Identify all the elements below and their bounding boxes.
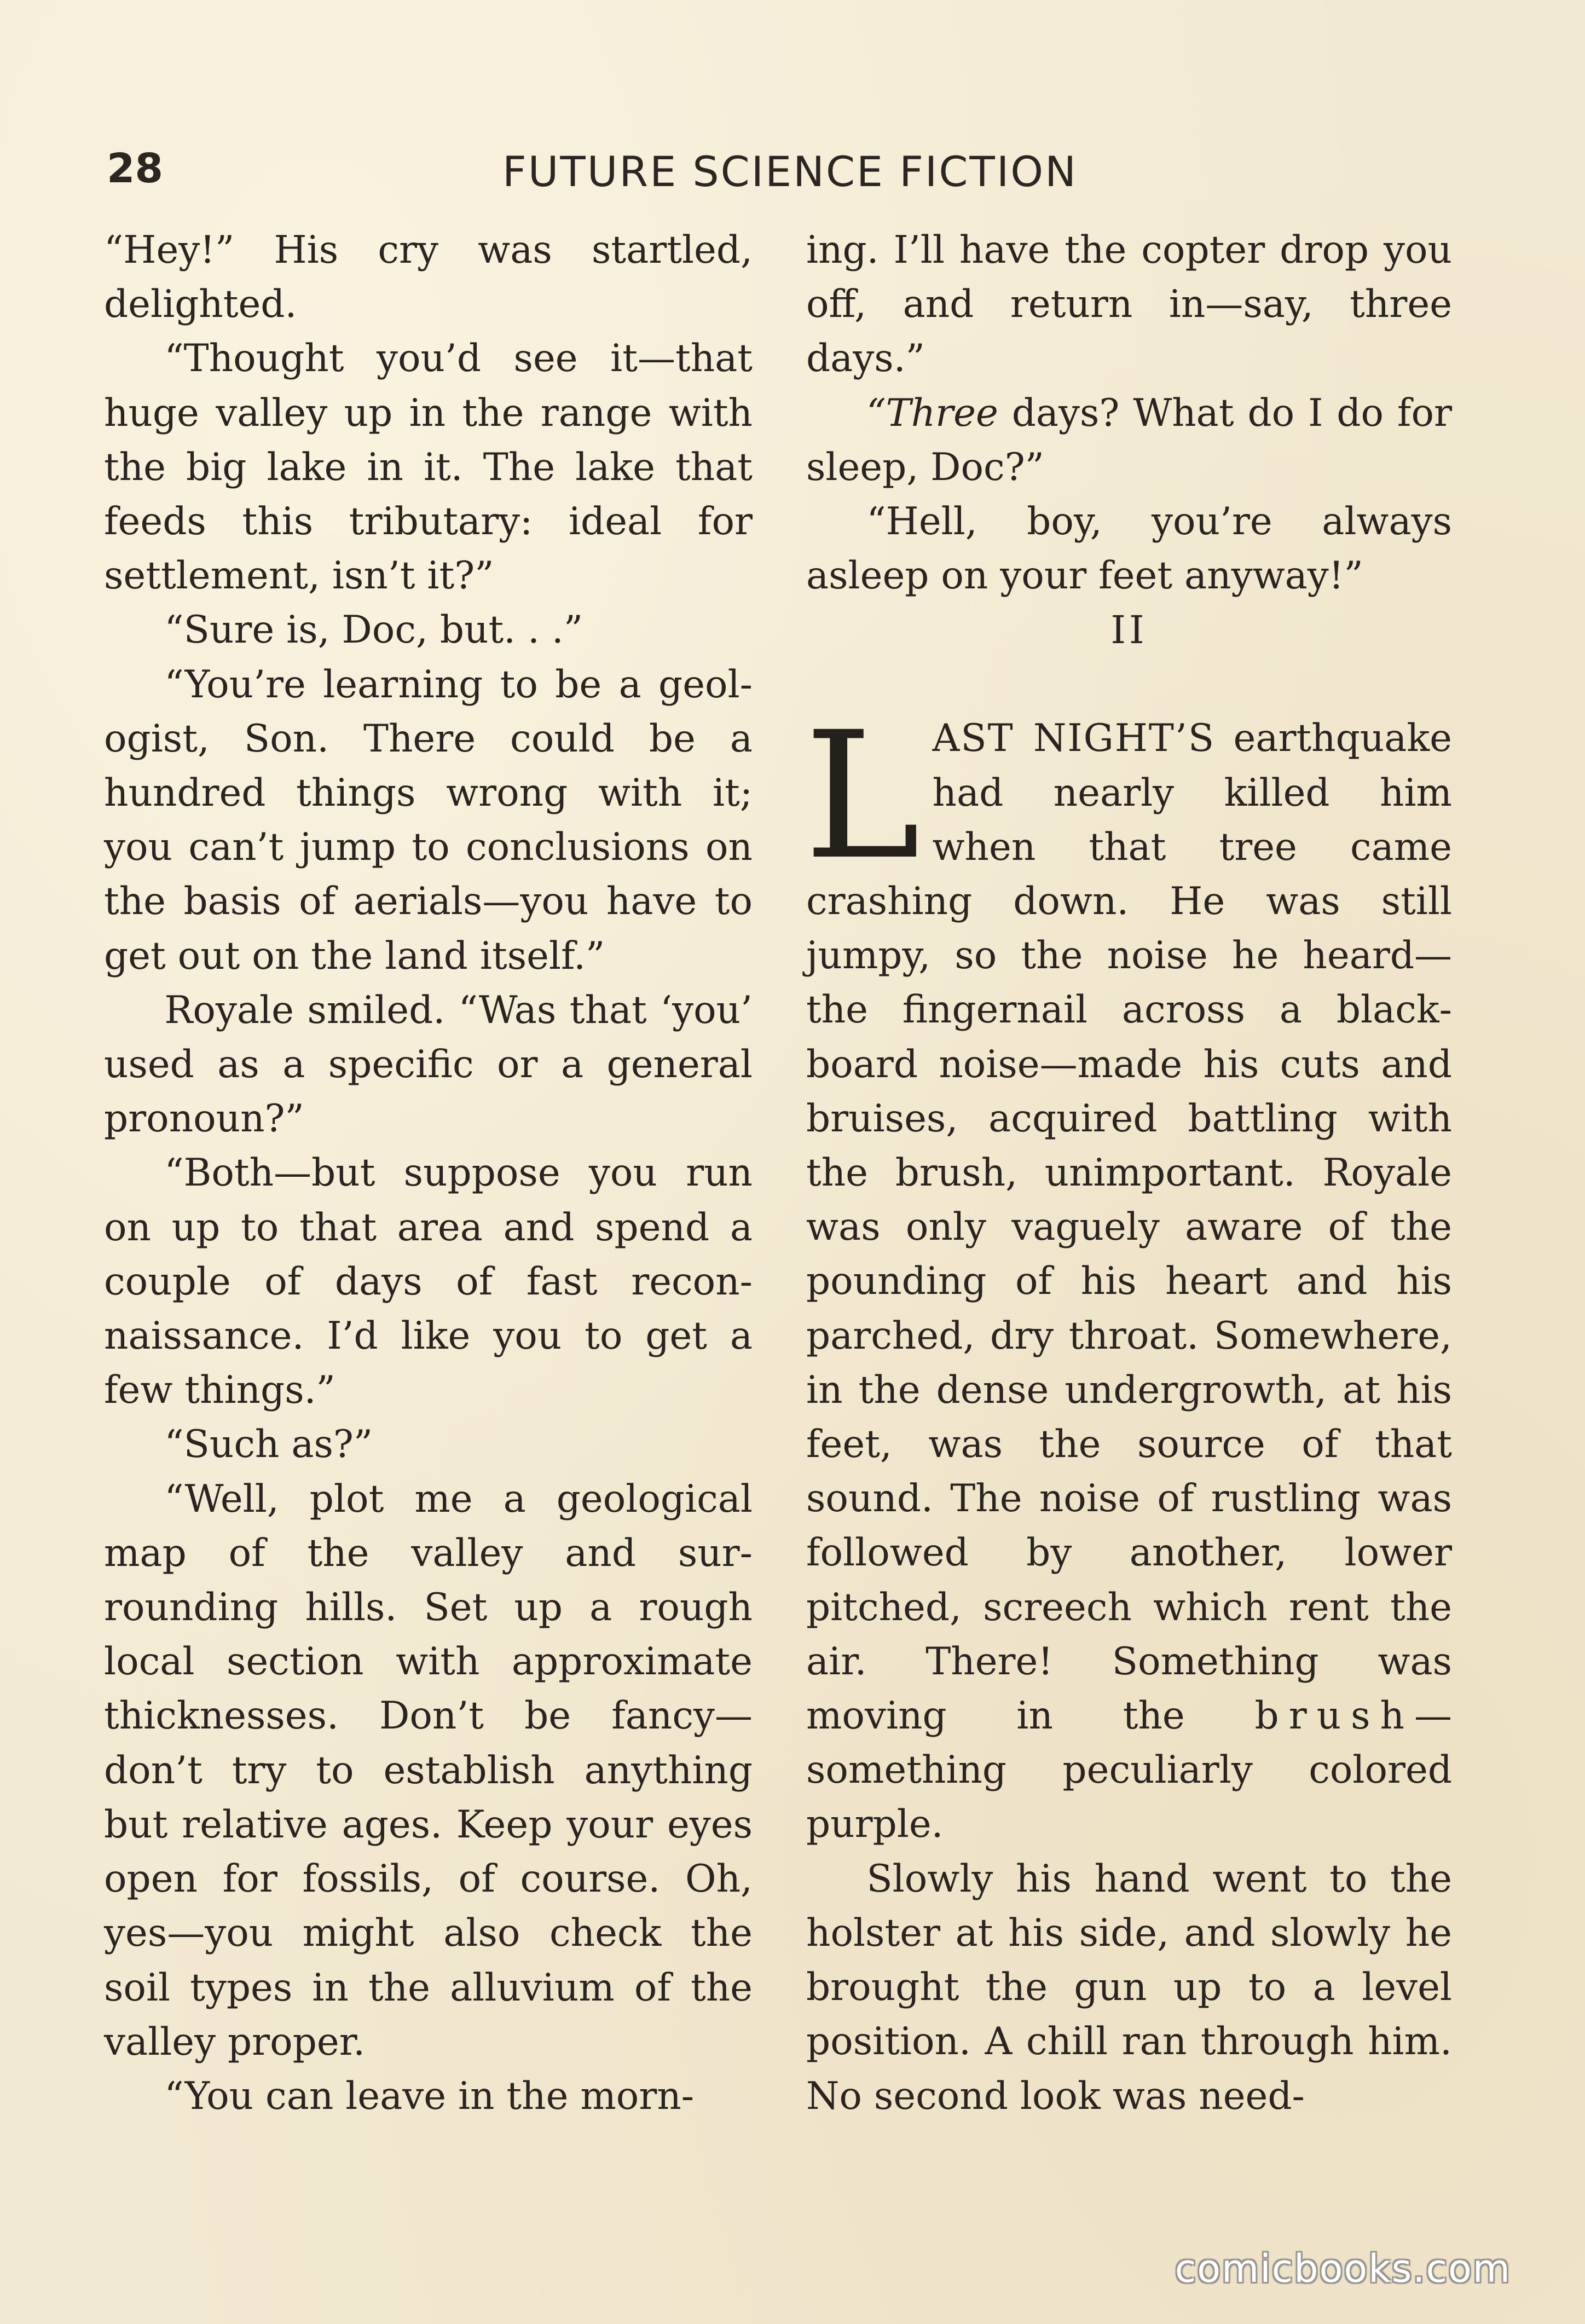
paragraph: “You can leave in the morn- xyxy=(164,2074,695,2118)
paragraph: “You’re learning to be a geologist, Son. There could be a hundred things wrong with it; you can’t jump to conclusions on the basis of aerials—you have to get out on the land itself.” xyxy=(104,662,753,978)
watermark-logo: comicbooks.com xyxy=(1175,2246,1511,2291)
small-caps-lead: AST NIGHT’S xyxy=(932,716,1216,761)
paragraph: “Such as?” xyxy=(164,1423,373,1467)
left-column xyxy=(104,223,753,2124)
paragraph: “Well, plot me a geological map of the valley and surrounding hills. Set up a rough local section with approximate thicknesses. Don’t be fancy—don’t try to establish anything but relative ages. Keep your eyes open for fossils, of course. Oh, yes—you might also check the soil types in the alluvium of the valley proper. xyxy=(104,1477,753,2064)
paragraph-text: —something peculiarly colored purple. xyxy=(806,1694,1452,1847)
page-header xyxy=(107,145,1078,205)
emphasis: “Three xyxy=(866,391,998,435)
section-number-text: II xyxy=(1110,608,1148,653)
paragraph: “Thought you’d see it—that huge valley up in the range with the big lake in it. The lake that feeds this tributary: ideal for settlement, isn’t it?” xyxy=(104,337,753,598)
paragraph: “Hey!” His cry was startled, delighted. xyxy=(104,228,753,327)
paragraph xyxy=(806,386,1452,495)
paragraph: “Sure is, Doc, but. . .” xyxy=(164,608,583,652)
paragraph: Slowly his hand went to the holster at his side, and slowly he brought the gun up to a level position. A chill ran through him. No second look was need- xyxy=(806,1857,1452,2118)
page-number: 28 xyxy=(107,145,163,192)
drop-cap: L xyxy=(804,695,921,899)
spaced-word: brush xyxy=(1254,1694,1414,1738)
paragraph-dropcap xyxy=(804,695,1452,1852)
paragraph: ing. I’ll have the copter drop you off, and return in—say, three days.” xyxy=(806,228,1452,381)
paragraph: Royale smiled. “Was that ‘you’ used as a specific or a general pronoun?” xyxy=(104,988,753,1141)
paragraph: “Both—but suppose you run on up to that area and spend a couple of days of fast reconnaissance. I’d like you to get a few things.” xyxy=(104,1151,753,1413)
paragraph-text: days? What do I do for sleep, Doc?” xyxy=(806,391,1452,489)
right-column xyxy=(806,223,1452,2124)
paragraph-text: earthquake had nearly killed him when that tree came crashing down. He was still jumpy, so the noise he heard—the fingernail across a blackboard noise—made his cuts and bruises, acquired battling with the brush, unimportant. Royale was only vaguely aware of the pounding of his heart and his parched, dry throat. Somewhere, in the dense undergrowth, at his feet, was the source of that sound. The noise of rustling was followed by another, lower pitched, screech which rent the air. There! Something was moving in the xyxy=(806,716,1452,1738)
paragraph: “Hell, boy, you’re always asleep on your feet anyway!” xyxy=(806,500,1452,598)
running-head: FUTURE SCIENCE FICTION xyxy=(502,147,1078,196)
